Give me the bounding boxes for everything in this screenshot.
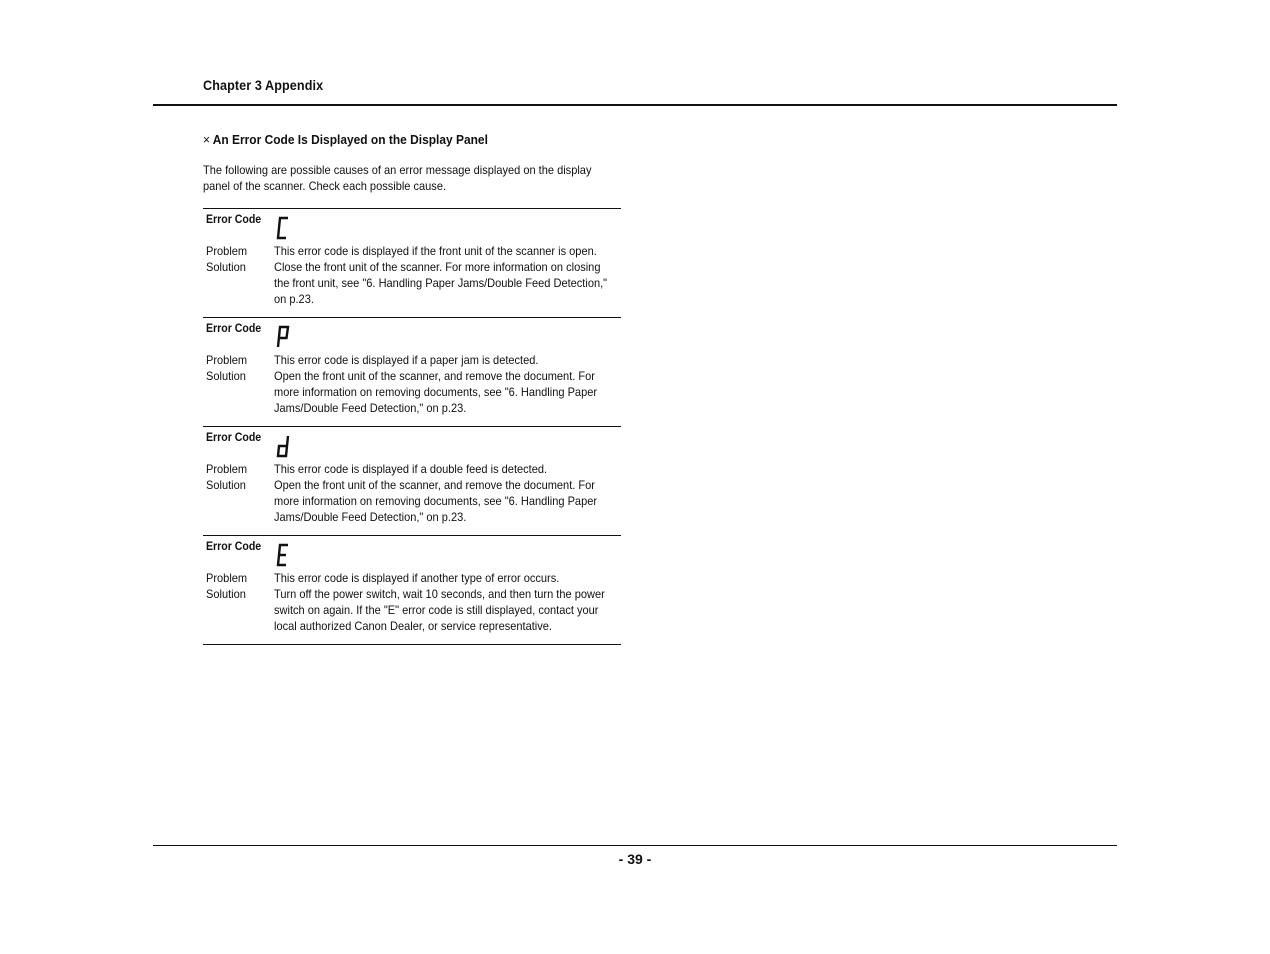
solution-label: Solution (206, 478, 246, 492)
error-code-label: Error Code (206, 430, 262, 444)
error-entry-e (203, 535, 621, 645)
solution-label: Solution (206, 369, 246, 383)
solution-label: Solution (206, 260, 246, 274)
chapter-title: Chapter 3 Appendix (203, 77, 324, 93)
intro-text: The following are possible causes of an error message displayed on the display panel of the scanner. Check each possible cause. (203, 163, 592, 193)
problem-label: Problem (206, 571, 248, 585)
problem-text: This error code is displayed if another type of error occurs. (274, 571, 560, 585)
error-code-label: Error Code (206, 321, 262, 335)
seven-segment-glyph-c (276, 216, 290, 240)
problem-text: This error code is displayed if a paper jam is detected. (274, 353, 539, 367)
problem-text: This error code is displayed if the front unit of the scanner is open. (274, 244, 597, 258)
solution-text: Turn off the power switch, wait 10 seconds, and then turn the power switch on again. If the "E" error code is still displayed, contact your local authorized Canon Dealer, or service representative. (274, 587, 605, 633)
error-entry-c (203, 208, 621, 317)
section-heading-text: An Error Code Is Displayed on the Display Panel (212, 132, 488, 147)
section-marker: × (203, 132, 210, 147)
problem-label: Problem (206, 462, 248, 476)
solution-text: Open the front unit of the scanner, and remove the document. For more information on removing documents, see "6. Handling Paper Jams/Double Feed Detection," on p.23. (274, 478, 598, 524)
seven-segment-glyph-p (276, 325, 290, 349)
problem-text: This error code is displayed if a double feed is detected. (274, 462, 548, 476)
seven-segment-glyph-e (276, 543, 290, 567)
intro-paragraph (203, 162, 599, 194)
error-entry-p (203, 317, 621, 426)
solution-label: Solution (206, 587, 246, 601)
page-number: - 39 - (618, 851, 652, 867)
error-code-label: Error Code (206, 212, 262, 226)
error-code-table (203, 208, 621, 645)
seven-segment-glyph-d (276, 434, 290, 458)
solution-text: Open the front unit of the scanner, and remove the document. For more information on removing documents, see "6. Handling Paper Jams/Double Feed Detection," on p.23. (274, 369, 598, 415)
section-heading (203, 132, 488, 147)
footer-divider (153, 845, 1117, 846)
problem-label: Problem (206, 353, 248, 367)
solution-text: Close the front unit of the scanner. For more information on closing the front unit, see "6. Handling Paper Jams/Double Feed Detection," on p.23. (274, 260, 608, 306)
problem-label: Problem (206, 244, 248, 258)
error-code-label: Error Code (206, 539, 262, 553)
error-entry-d (203, 426, 621, 535)
header-divider (153, 104, 1117, 106)
